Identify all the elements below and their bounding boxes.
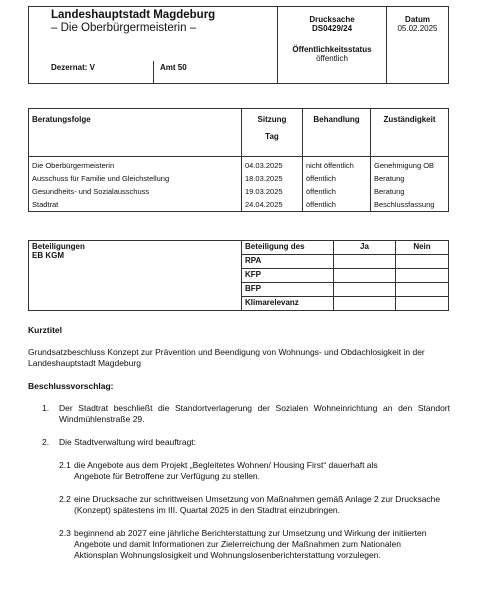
gremium-cell: Stadtrat (29, 198, 242, 212)
col-zustaendigkeit: Zuständigkeit (371, 109, 449, 157)
zustaendigkeit-cell: Beratung (371, 185, 449, 198)
ja-checkbox-cell (334, 283, 396, 297)
org-cell (29, 7, 278, 62)
beteiligung-rpa: RPA (242, 255, 334, 269)
beteiligung-des-header: Beteiligung des (242, 241, 334, 255)
zustaendigkeit-cell: Beschlussfassung (371, 198, 449, 212)
zustaendigkeit-cell: Genehmigung OB (371, 157, 449, 173)
status-value: öffentlich (316, 54, 348, 63)
zustaendigkeit-cell: Beratung (371, 172, 449, 185)
gremium-cell: Die Oberbürgermeisterin (29, 157, 242, 173)
kurztitel-text: Grundsatzbeschluss Konzept zur Prävention und Beendigung von Wohnungs- und Obdachlosigkeit in der Landeshauptstadt Magdeburg (28, 347, 425, 368)
drucksache-number: DS0429/24 (311, 24, 353, 33)
beschluss-sub-2-3: beginnend ab 2027 eine jährliche Berichterstattung zur Umsetzung und Wirkung der initiierten Angebote und damit Informationen zur Zielerreichung der Maßnahmen zum Nationalen Aktionsplan Wohnungslosigkeit und Wohnungslosenberichterstattung vorzulegen. (74, 528, 427, 560)
datum-cell: 19.03.2025 (242, 185, 303, 198)
datum-label: Datum (405, 15, 430, 24)
beteiligungen-label-cell (29, 241, 242, 311)
drucksache-label: Drucksache (309, 15, 355, 24)
table-row (29, 198, 449, 212)
item-number: 2. (42, 437, 50, 447)
beratungsfolge-table (28, 108, 449, 212)
col-sitzung-label: Sitzung (257, 115, 287, 124)
drucksache-cell (278, 7, 387, 84)
beteiligung-klima: Klimarelevanz (242, 297, 334, 311)
ja-checkbox-cell (334, 297, 396, 311)
table-row (29, 185, 449, 198)
col-beratungsfolge: Beratungsfolge (29, 109, 242, 157)
sub-item-number: 2.3 (59, 528, 71, 538)
beschluss-sub-2-1: die Angebote aus dem Projekt „Begleitetes Wohnen/ Housing First“ dauerhaft als Angebote für Betroffene zur Verfügung zu stellen. (74, 460, 378, 481)
dezernat: Dezernat: V (51, 63, 96, 72)
col-behandlung: Behandlung (303, 109, 371, 157)
beschluss-heading: Beschlussvorschlag: (28, 381, 114, 391)
nein-checkbox-cell (396, 269, 449, 283)
ja-checkbox-cell (334, 255, 396, 269)
beteiligungen-eb: EB KGM (32, 251, 64, 260)
kurztitel-heading: Kurztitel (28, 325, 62, 335)
amt: Amt 50 (153, 61, 187, 83)
nein-checkbox-cell (396, 283, 449, 297)
beschluss-item-1: Der Stadtrat beschließt die Standortverlagerung der Sozialen Wohneinrichtung an den Standort Windmühlenstraße 29. (59, 403, 450, 424)
col-sitzung (242, 109, 303, 157)
ja-checkbox-cell (334, 269, 396, 283)
dezernat-cell (29, 61, 278, 84)
datum-cell: 18.03.2025 (242, 172, 303, 185)
sub-item-number: 2.1 (59, 460, 71, 470)
beschluss-item-2: Die Stadtverwaltung wird beauftragt: (59, 437, 197, 447)
behandlung-cell: nicht öffentlich (303, 157, 371, 173)
sub-item-number: 2.2 (59, 494, 71, 504)
beteiligung-kfp: KFP (242, 269, 334, 283)
gremium-cell: Gesundheits- und Sozialausschuss (29, 185, 242, 198)
nein-checkbox-cell (396, 297, 449, 311)
col-tag-label: Tag (265, 132, 279, 141)
behandlung-cell: öffentlich (303, 185, 371, 198)
status-label: Öffentlichkeitsstatus (292, 45, 372, 54)
behandlung-cell: öffentlich (303, 172, 371, 185)
datum-cell (387, 7, 449, 84)
item-number: 1. (42, 403, 50, 413)
nein-header: Nein (396, 241, 449, 255)
beteiligung-bfp: BFP (242, 283, 334, 297)
datum-cell: 04.03.2025 (242, 157, 303, 173)
org-subtitle: – Die Oberbürgermeisterin – (51, 22, 197, 34)
ja-header: Ja (334, 241, 396, 255)
table-row (29, 172, 449, 185)
table-row (29, 157, 449, 173)
org-name: Landeshauptstadt Magdeburg (51, 9, 216, 21)
nein-checkbox-cell (396, 255, 449, 269)
gremium-cell: Ausschuss für Familie und Gleichstellung (29, 172, 242, 185)
beteiligungen-table (28, 240, 449, 311)
beteiligungen-label: Beteiligungen (32, 242, 85, 251)
datum-value: 05.02.2025 (397, 24, 438, 33)
beratungsfolge-header-row (29, 109, 449, 157)
beteiligungen-header-row (29, 241, 449, 255)
behandlung-cell: öffentlich (303, 198, 371, 212)
datum-cell: 24.04.2025 (242, 198, 303, 212)
beschluss-sub-2-2: eine Drucksache zur schrittweisen Umsetzung von Maßnahmen gemäß Anlage 2 zur Drucksache (Konzept) spätestens im III. Quartal 2025 in den Stadtrat einzubringen. (74, 494, 441, 515)
header-table (28, 6, 449, 84)
